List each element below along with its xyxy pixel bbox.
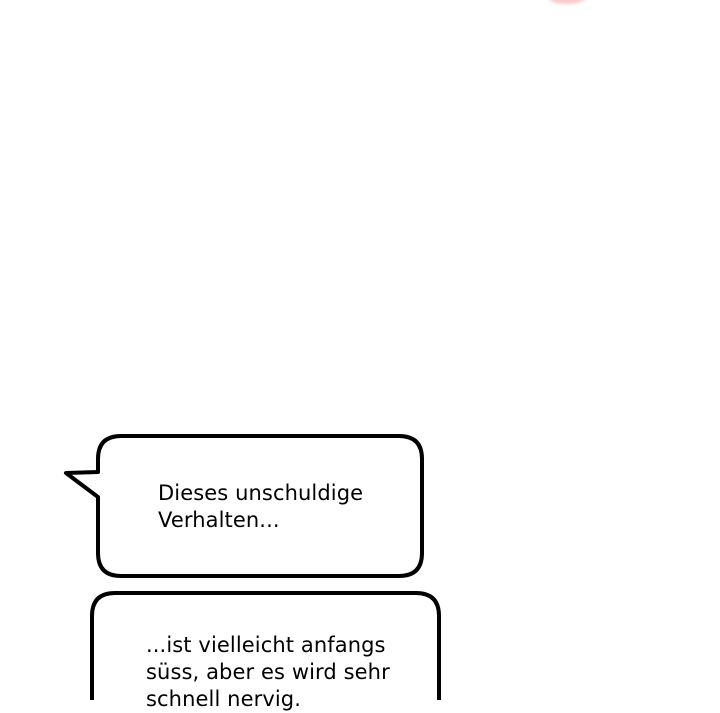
speech-bubble-1-text: Dieses unschuldige Verhalten... [158,481,364,532]
speech-bubble-2-text: ...ist vielleicht anfangs süss, aber es wird sehr schnell nervig. [146,633,390,711]
